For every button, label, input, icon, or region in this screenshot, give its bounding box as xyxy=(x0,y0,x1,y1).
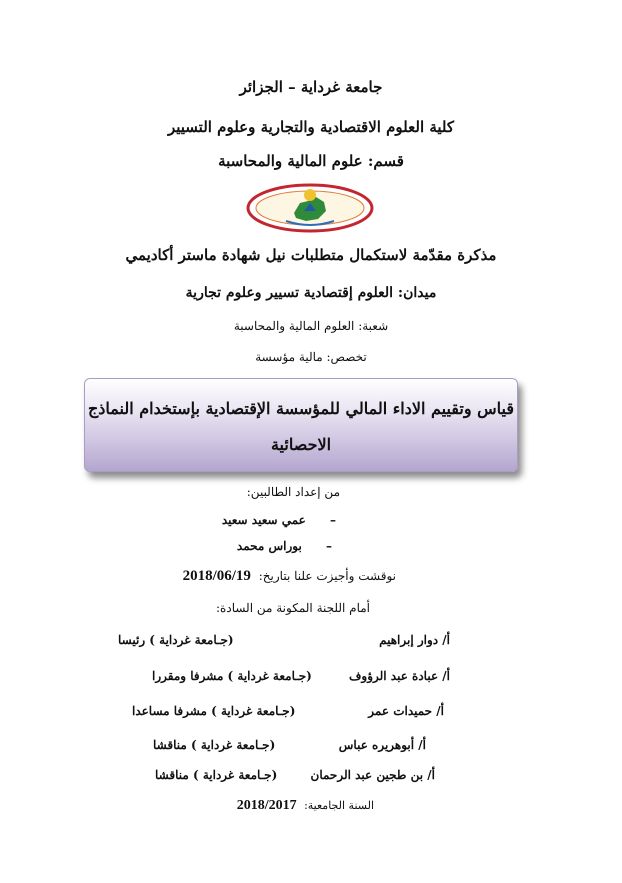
student-name-text: عمي سعيد سعيد xyxy=(221,513,306,527)
jury-member-role: (جـامعة غرداية ) مشرفا مساعدا xyxy=(132,704,296,718)
jury-member-role: (جـامعة غرداية ) مناقشا xyxy=(153,738,276,752)
jury-member xyxy=(153,738,426,756)
jury-member-role: (جـامعة غرداية ) رئيسا xyxy=(118,633,234,647)
university-logo xyxy=(246,183,374,233)
jury-member xyxy=(132,704,444,722)
defense-date-line xyxy=(183,568,396,585)
student-name xyxy=(222,513,336,527)
student-dash: – xyxy=(330,513,336,527)
academic-year xyxy=(237,798,374,814)
jury-member xyxy=(152,669,450,687)
jury-member-name: أ/ بن طجين عبد الرحمان xyxy=(310,768,435,782)
jury-member xyxy=(118,633,450,651)
jury-member xyxy=(155,768,435,786)
jury-member-name: أ/ أبوهريره عباس xyxy=(338,738,426,752)
jury-heading: أمام اللجنة المكونة من السادة: xyxy=(216,601,370,615)
jury-member-name: أ/ حميدات عمر xyxy=(368,704,444,718)
thesis-title-line2: الاحصائية xyxy=(270,435,332,454)
study-field: ميدان: العلوم إقتصادية تسيير وعلوم تجارية xyxy=(185,285,437,301)
jury-member-name: أ/ عبادة عبد الرؤوف xyxy=(348,669,450,683)
jury-member-role: (جـامعة غرداية ) مناقشا xyxy=(155,768,278,782)
university-name: جامعة غرداية – الجزائر xyxy=(239,78,383,96)
jury-member-name: أ/ دوار إبراهيم xyxy=(379,633,450,647)
department-name: قسم: علوم المالية والمحاسبة xyxy=(218,152,404,170)
student-dash: – xyxy=(326,539,332,553)
faculty-name: كلية العلوم الاقتصادية والتجارية وعلوم التسيير xyxy=(167,118,455,136)
memo-purpose: مذكرة مقدّمة لاستكمال متطلبات نيل شهادة ماستر أكاديمي xyxy=(125,246,497,264)
academic-year-value: 2018/2017 xyxy=(236,798,297,813)
thesis-title-line1: قياس وتقييم الاداء المالي للمؤسسة الإقتصادية بإستخدام النماذج xyxy=(87,399,515,418)
study-branch: شعبة: العلوم المالية والمحاسبة xyxy=(233,319,389,333)
student-name xyxy=(237,539,332,553)
defense-date: 2018/06/19 xyxy=(182,568,251,584)
defense-label: نوقشت وأجيزت علنا بتاريخ: xyxy=(258,569,396,583)
student-name-text: بوراس محمد xyxy=(236,539,302,553)
thesis-title-banner xyxy=(84,378,518,472)
prepared-by-label: من إعداد الطالبين: xyxy=(246,485,340,499)
academic-year-label: السنة الجامعية: xyxy=(304,799,374,812)
jury-member-role: (جـامعة غرداية ) مشرفا ومقررا xyxy=(152,669,312,683)
study-specialty: تخصص: مالية مؤسسة xyxy=(255,350,367,364)
